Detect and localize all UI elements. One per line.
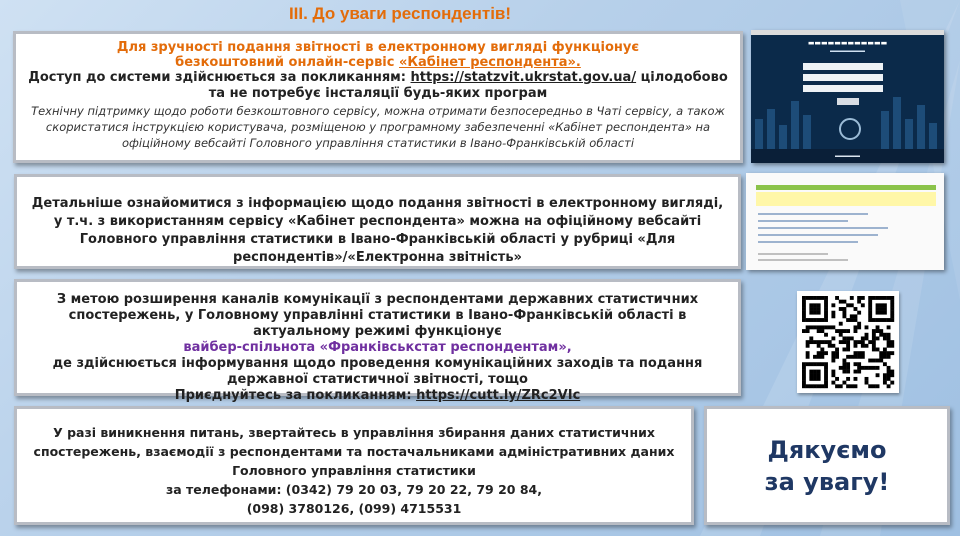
service-line <box>24 55 732 70</box>
access-line-2: та не потребує інсталяції будь-яких програм <box>208 86 548 101</box>
contact-phones-1: за телефонами: (0342) 79 20 03, 79 20 22, 79 20 84, <box>166 482 542 497</box>
more-info-text: Детальніше ознайомитися з інформацією щодо подання звітності в електронному вигляді, у т.ч. з використанням сервісу «Кабінет респондента» можна на офіційному вебсайті Головного управління статистики в Івано-Франківській області у рубриці «Для респондентів»/«Електронна звітність» <box>31 196 724 265</box>
viber-join-link[interactable]: https://cutt.ly/ZRc2VIc <box>416 388 581 403</box>
viber-community-box <box>14 279 741 403</box>
cabinet-link[interactable]: «Кабінет респондента». <box>399 55 581 70</box>
portal-screenshot-image: ▬▬▬▬▬▬▬▬▬▬▬▬ ▬▬▬▬▬▬▬ ▬▬▬▬▬ <box>751 30 944 163</box>
support-text: Технічну підтримку щодо роботи безкоштовного сервісу, можна отримати безпосередньо в Чаті сервісу, а також скористатися інструкцією користувача, розміщеною у програмному забезпеченні «Кабінет респондента» на офіційному вебсайті Головного управління статистики в Івано-Франківській області <box>31 104 725 150</box>
website-screenshot-image <box>746 173 944 270</box>
viber-community-name: вайбер-спільнота «Франківськстат респондентам», <box>183 340 572 355</box>
contact-line-3: Головного управління статистики <box>232 463 476 478</box>
join-prefix: Приєднуйтесь за покликанням: <box>174 388 417 403</box>
join-line <box>27 388 728 404</box>
statzvit-link[interactable]: https://statzvit.ukrstat.gov.ua/ <box>410 70 637 85</box>
thanks-box <box>704 406 950 525</box>
access-prefix: Доступ до системи здійснюється за покликанням: <box>28 70 411 85</box>
contact-line-2: спостережень, взаємодії з респондентами та постачальниками адміністративних даних <box>33 444 675 459</box>
more-info-box <box>14 174 741 269</box>
access-suffix: цілодобово <box>636 70 728 85</box>
service-prefix: безкоштовний онлайн-сервіс <box>175 55 399 70</box>
viber-intro-text: З метою розширення каналів комунікації з респондентами державних статистичних спостережень, у Головному управлінні статистики в Івано-Франківській області в актуальному режимі функціонує <box>56 292 699 339</box>
contact-line-1: У разі виникнення питань, звертайтесь в управління збирання даних статистичних <box>53 425 655 440</box>
electronic-reporting-box <box>13 31 743 163</box>
thanks-line-2: за увагу! <box>764 467 890 496</box>
intro-line: Для зручності подання звітності в електронному вигляді функціонує <box>116 40 640 55</box>
qr-code-image <box>797 291 899 393</box>
thanks-line-1: Дякуємо <box>767 435 887 464</box>
viber-description: де здійснюється інформування щодо проведення комунікаційних заходів та подання державної статистичної звітності, тощо <box>52 356 703 387</box>
contact-phones-2: (098) 3780126, (099) 4715531 <box>246 501 462 516</box>
page-title: III. До уваги респондентів! <box>288 4 512 23</box>
access-line <box>24 70 732 86</box>
contact-box <box>14 406 694 525</box>
